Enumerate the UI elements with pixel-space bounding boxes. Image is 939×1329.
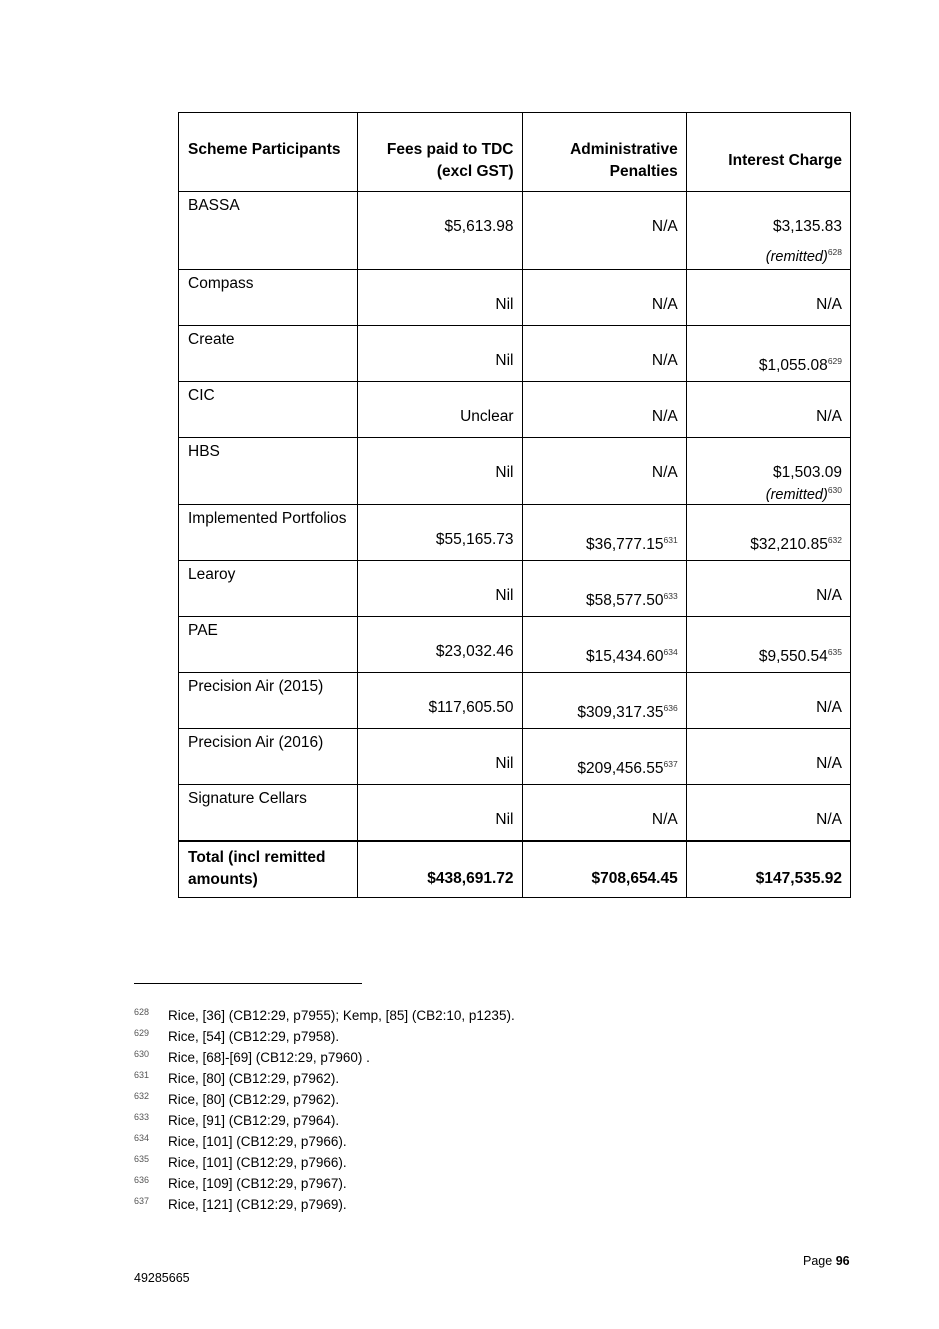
cell-amount: $55,165.73 [435, 531, 514, 548]
table-cell-participant [179, 382, 358, 438]
table-cell-participant [179, 270, 358, 326]
footnote-item [134, 1089, 734, 1110]
table-cell-total-label [179, 841, 358, 898]
footnote-ref: 634 [663, 647, 678, 657]
cell-amount: N/A [816, 408, 842, 425]
footnote-text: Rice, [36] (CB12:29, p7955); Kemp, [85] (CB2:10, p1235). [168, 1008, 515, 1023]
footnote-number: 635 [134, 1154, 150, 1164]
table-row [179, 438, 851, 505]
remitted-label: (remitted) [765, 487, 828, 503]
total-fees: $438,691.72 [427, 870, 514, 887]
table-total-row [179, 841, 851, 898]
cell-value [687, 785, 850, 830]
table-cell-fees [358, 729, 522, 785]
table-row [179, 192, 851, 270]
table-cell-participant [179, 561, 358, 617]
footnote-item [134, 1152, 734, 1173]
cell-amount: N/A [651, 352, 678, 369]
cell-value [523, 326, 686, 371]
footnote-item [134, 1194, 734, 1215]
table-cell-fees [358, 673, 522, 729]
remitted-note [687, 483, 850, 503]
table-cell-interest [686, 673, 850, 729]
cell-value [358, 561, 521, 606]
table-cell-fees [358, 505, 522, 561]
cell-amount: $23,032.46 [435, 643, 514, 660]
cell-value [358, 505, 521, 550]
cell-amount: N/A [651, 464, 678, 481]
table-cell-interest [686, 438, 850, 505]
table-row [179, 382, 851, 438]
cell-amount: N/A [816, 755, 842, 772]
footnote-ref: 636 [663, 703, 678, 713]
footnote-ref: 628 [827, 247, 842, 257]
cell-value [358, 673, 521, 718]
cell-value [687, 505, 850, 555]
cell-value [523, 192, 686, 237]
table-header-row [179, 113, 851, 192]
participant-name: Precision Air (2015) [188, 678, 324, 695]
cell-value [358, 729, 521, 774]
cell-amount: $32,210.85 [750, 536, 828, 553]
table-cell-participant [179, 192, 358, 270]
cell-amount: $36,777.15 [585, 536, 664, 553]
table-cell-interest [686, 561, 850, 617]
footnote-separator [134, 983, 362, 984]
table-cell-interest [686, 326, 850, 382]
cell-amount: N/A [651, 811, 678, 828]
table-row [179, 505, 851, 561]
cell-value [687, 561, 850, 606]
footnote-ref: 629 [827, 356, 842, 366]
cell-amount: N/A [651, 296, 678, 313]
cell-value [358, 270, 521, 315]
cell-value [358, 382, 521, 427]
table-cell-penalties [522, 438, 686, 505]
footnote-ref: 630 [827, 485, 842, 495]
table-cell-fees [358, 561, 522, 617]
cell-value [523, 617, 686, 667]
cell-value [523, 561, 686, 611]
table-cell-fees [358, 192, 522, 270]
footnote-text: Rice, [54] (CB12:29, p7958). [168, 1029, 340, 1044]
participant-name: BASSA [188, 197, 240, 214]
footnote-ref: 633 [663, 591, 678, 601]
cell-value [687, 326, 850, 376]
cell-amount: N/A [816, 699, 842, 716]
remitted-note [687, 237, 850, 265]
footnote-item [134, 1005, 734, 1026]
cell-value [523, 729, 686, 779]
table-cell-penalties [522, 382, 686, 438]
cell-amount: $117,605.50 [428, 699, 514, 716]
footnote-number: 633 [134, 1112, 150, 1122]
table-cell-total-interest [686, 841, 850, 898]
footnote-text: Rice, [80] (CB12:29, p7962). [168, 1092, 340, 1107]
footnote-number: 628 [134, 1007, 150, 1017]
participant-name: Compass [188, 275, 254, 292]
footnote-number: 634 [134, 1133, 150, 1143]
table-cell-fees [358, 438, 522, 505]
table-cell-penalties [522, 617, 686, 673]
cell-amount: $209,456.55 [577, 760, 664, 777]
footnote-item [134, 1026, 734, 1047]
cell-amount: $1,503.09 [773, 464, 842, 481]
table-cell-fees [358, 617, 522, 673]
footnote-text: Rice, [80] (CB12:29, p7962). [168, 1071, 340, 1086]
table-row [179, 617, 851, 673]
cell-amount: $58,577.50 [585, 592, 664, 609]
footnote-text: Rice, [109] (CB12:29, p7967). [168, 1176, 347, 1191]
footnote-ref: 637 [663, 759, 678, 769]
cell-amount: N/A [651, 408, 678, 425]
table-cell-fees [358, 326, 522, 382]
table-cell-total-fees [358, 841, 522, 898]
table-cell-participant [179, 438, 358, 505]
cell-value [687, 382, 850, 427]
footnote-number: 636 [134, 1175, 150, 1185]
cell-value [358, 785, 521, 830]
cell-amount: Nil [495, 755, 514, 772]
footnote-item [134, 1068, 734, 1089]
table-row [179, 270, 851, 326]
cell-amount: N/A [816, 587, 842, 604]
footnote-item [134, 1173, 734, 1194]
table-cell-penalties [522, 505, 686, 561]
footnotes [134, 1005, 734, 1215]
participant-name: Learoy [188, 566, 236, 583]
cell-amount: $15,434.60 [585, 648, 664, 665]
cell-amount: $9,550.54 [758, 648, 828, 665]
participant-name: Implemented Portfolios [188, 510, 347, 527]
participant-name: Create [188, 331, 235, 348]
footnote-item [134, 1047, 734, 1068]
table-cell-interest [686, 270, 850, 326]
participant-name: Precision Air (2016) [188, 734, 324, 751]
footnote-ref: 632 [827, 535, 842, 545]
participant-name: Signature Cellars [188, 790, 307, 807]
footnote-number: 632 [134, 1091, 150, 1101]
table-cell-participant [179, 673, 358, 729]
table-cell-penalties [522, 561, 686, 617]
header-fees: Fees paid to TDC (excl GST) [358, 113, 522, 192]
table-cell-penalties [522, 729, 686, 785]
table-cell-fees [358, 270, 522, 326]
table-cell-fees [358, 785, 522, 842]
document-id: 49285665 [134, 1271, 190, 1285]
footnote-text: Rice, [121] (CB12:29, p7969). [168, 1197, 347, 1212]
footnote-text: Rice, [101] (CB12:29, p7966). [168, 1155, 347, 1170]
cell-amount: Unclear [460, 408, 514, 425]
header-scheme-participants: Scheme Participants [179, 113, 358, 192]
table-cell-penalties [522, 326, 686, 382]
footnote-number: 637 [134, 1196, 150, 1206]
cell-amount: Nil [495, 587, 514, 604]
cell-value [358, 192, 521, 237]
total-interest: $147,535.92 [755, 870, 842, 887]
table-row [179, 561, 851, 617]
table-cell-interest [686, 785, 850, 842]
cell-value [358, 617, 521, 662]
cell-amount: N/A [816, 811, 842, 828]
footnote-text: Rice, [101] (CB12:29, p7966). [168, 1134, 347, 1149]
table-cell-interest [686, 729, 850, 785]
cell-value [687, 673, 850, 718]
cell-value [687, 729, 850, 774]
table-cell-penalties [522, 785, 686, 842]
table-cell-participant [179, 505, 358, 561]
participant-name: HBS [188, 443, 220, 460]
cell-value [523, 438, 686, 483]
cell-value [687, 438, 850, 483]
cell-value [523, 673, 686, 723]
footnote-number: 631 [134, 1070, 150, 1080]
cell-value [523, 382, 686, 427]
remitted-label: (remitted) [765, 249, 828, 265]
cell-value [358, 438, 521, 483]
cell-value [687, 617, 850, 667]
cell-amount: $5,613.98 [444, 218, 514, 235]
footnote-text: Rice, [91] (CB12:29, p7964). [168, 1113, 340, 1128]
total-penalties: $708,654.45 [591, 870, 678, 887]
header-interest: Interest Charge [686, 113, 850, 192]
table-cell-participant [179, 617, 358, 673]
cell-amount: $3,135.83 [773, 218, 842, 235]
table-row [179, 326, 851, 382]
table-cell-penalties [522, 270, 686, 326]
footnote-ref: 631 [663, 535, 678, 545]
cell-amount: N/A [651, 218, 678, 235]
table-cell-participant [179, 729, 358, 785]
cell-amount: N/A [816, 296, 842, 313]
cell-amount: Nil [495, 464, 514, 481]
table-row [179, 785, 851, 842]
cell-value [523, 785, 686, 830]
cell-value [687, 270, 850, 315]
table-cell-interest [686, 192, 850, 270]
total-label: Total (incl remitted amounts) [188, 849, 326, 888]
table-cell-interest [686, 505, 850, 561]
cell-amount: $1,055.08 [758, 357, 828, 374]
table-cell-fees [358, 382, 522, 438]
cell-amount: Nil [495, 352, 514, 369]
cell-value [523, 270, 686, 315]
table-cell-penalties [522, 673, 686, 729]
cell-amount: $309,317.35 [577, 704, 664, 721]
table-cell-total-penalties [522, 841, 686, 898]
cell-value [523, 505, 686, 555]
footnote-number: 630 [134, 1049, 150, 1059]
page-number: Page 96 [803, 1254, 850, 1268]
footnote-number: 629 [134, 1028, 150, 1038]
table-row [179, 729, 851, 785]
cell-value [687, 192, 850, 237]
cell-amount: Nil [495, 811, 514, 828]
cell-amount: Nil [495, 296, 514, 313]
table-cell-interest [686, 617, 850, 673]
cell-value [358, 326, 521, 371]
footnote-ref: 635 [827, 647, 842, 657]
participant-name: PAE [188, 622, 218, 639]
participant-name: CIC [188, 387, 215, 404]
table-cell-participant [179, 326, 358, 382]
table-cell-participant [179, 785, 358, 842]
table-cell-interest [686, 382, 850, 438]
participants-table [178, 112, 851, 898]
footnote-item [134, 1110, 734, 1131]
footnote-item [134, 1131, 734, 1152]
header-penalties: Administrative Penalties [522, 113, 686, 192]
table-row [179, 673, 851, 729]
footnote-text: Rice, [68]-[69] (CB12:29, p7960) . [168, 1050, 370, 1065]
table-cell-penalties [522, 192, 686, 270]
